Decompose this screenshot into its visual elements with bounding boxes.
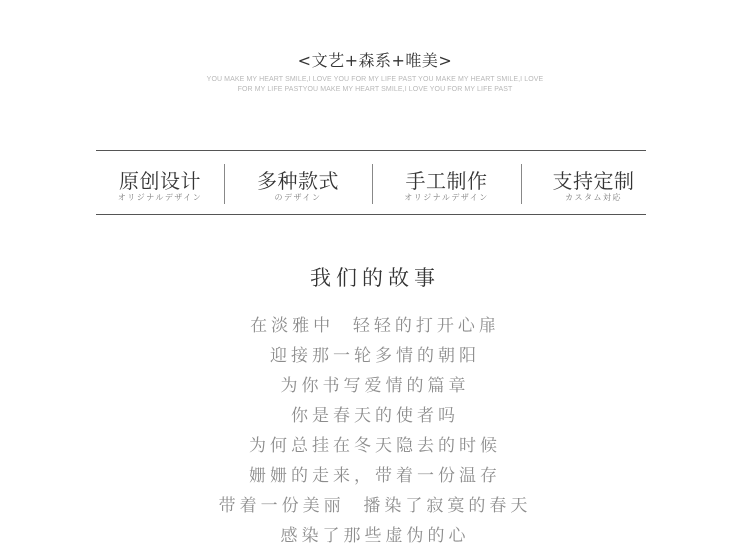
feature-original-design xyxy=(96,151,224,214)
feature-handmade xyxy=(372,151,521,214)
poem-line: 迎接那一轮多情的朝阳 xyxy=(270,346,480,366)
poem-line: 你是春天的使者吗 xyxy=(291,406,459,426)
header-subtitle-line-2: FOR MY LIFE PASTYOU MAKE MY HEART SMILE,I LOVE YOU FOR MY LIFE PAST xyxy=(237,86,513,93)
poem-line: 在淡雅中 轻轻的打开心扉 xyxy=(250,316,500,336)
feature-custom-order xyxy=(521,151,666,214)
feature-subtitle: オリジナルデザイン xyxy=(117,193,203,202)
feature-title: 支持定制 xyxy=(552,169,635,193)
feature-title: 多种款式 xyxy=(257,169,339,193)
header-subtitle-line-1: YOU MAKE MY HEART SMILE,I LOVE YOU FOR MY LIFE PAST YOU MAKE MY HEART SMILE,I LOVE xyxy=(206,76,544,83)
feature-subtitle: のデザイン xyxy=(274,193,322,202)
poem-line: 带着一份美丽 播染了寂寞的春天 xyxy=(218,496,532,516)
feature-multiple-styles xyxy=(224,151,372,214)
feature-title: 原创设计 xyxy=(119,169,201,193)
poem-line: 感染了那些虚伪的心 xyxy=(280,526,470,546)
poem-line: 姗姗的走来，带着一份温存 xyxy=(249,466,501,486)
feature-subtitle: オリジナルデザイン xyxy=(404,193,489,202)
poem-line: 为你书写爱情的篇章 xyxy=(280,376,470,396)
feature-bar xyxy=(96,150,646,215)
feature-title: 手工制作 xyxy=(405,169,488,193)
story-poem xyxy=(0,314,750,554)
feature-subtitle: カスタム対応 xyxy=(565,193,622,202)
story-title: 我们的故事 xyxy=(310,266,440,290)
header-title: <文艺+森系+唯美> xyxy=(297,51,453,70)
poem-line: 为何总挂在冬天隐去的时候 xyxy=(249,436,501,456)
